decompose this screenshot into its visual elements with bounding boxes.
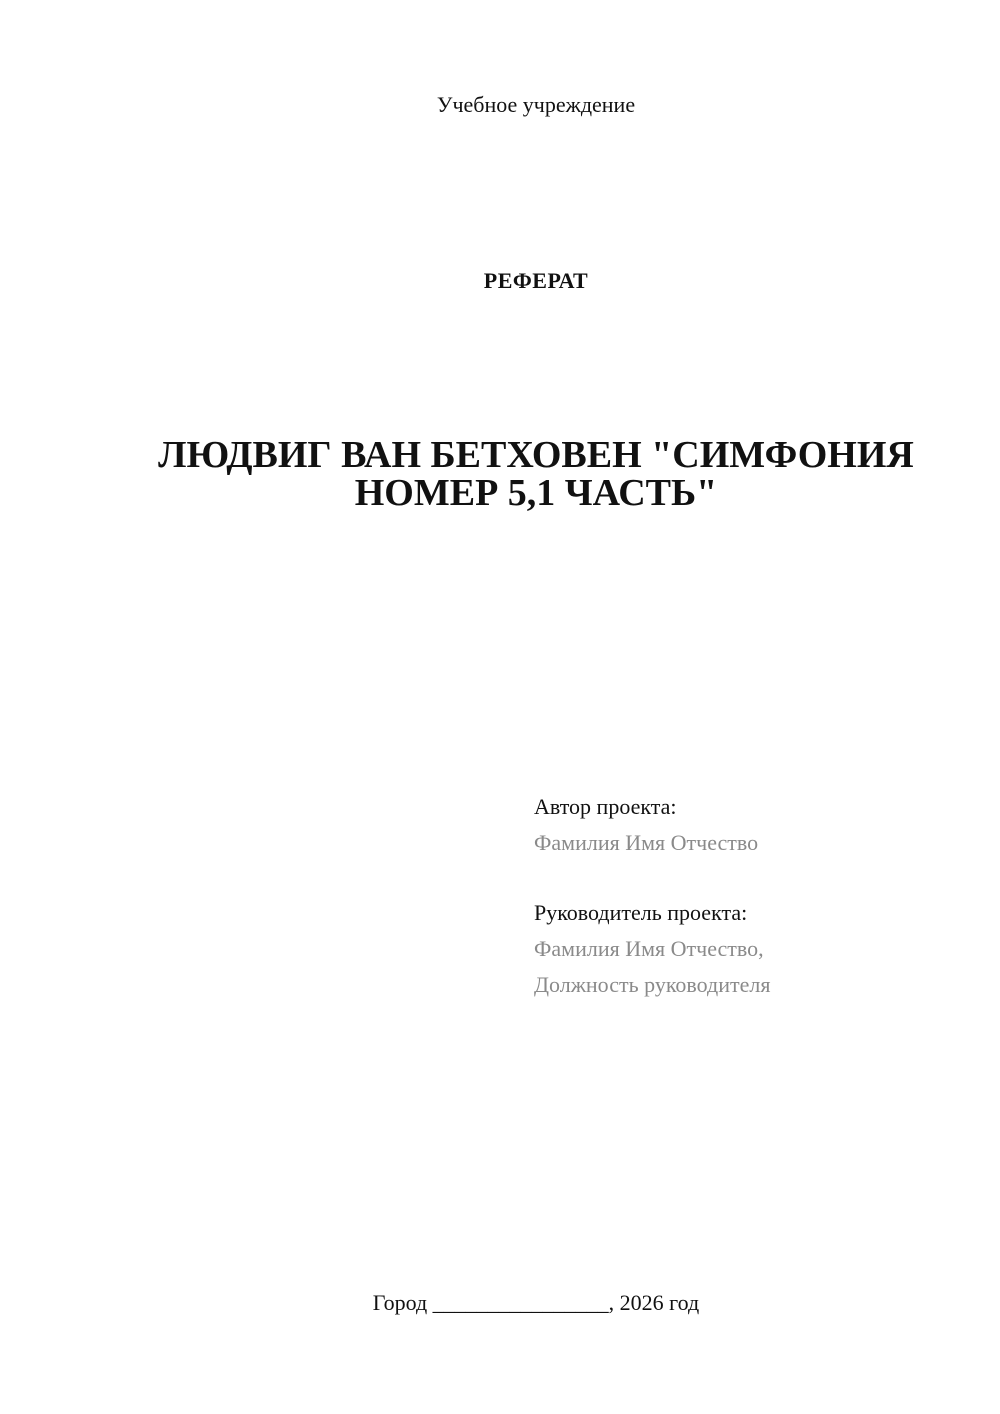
city-year-line: Город ________________, 2026 год — [372, 1290, 700, 1315]
author-name: Фамилия Имя Отчество — [534, 830, 759, 855]
institution-name: Учебное учреждение — [436, 92, 636, 117]
document-title-line-2: НОМЕР 5,1 ЧАСТЬ" — [354, 472, 718, 514]
info-spacer — [534, 861, 770, 895]
document-title — [120, 436, 952, 512]
supervisor-name: Фамилия Имя Отчество, — [534, 936, 764, 961]
author-label: Автор проекта: — [534, 794, 677, 819]
document-title-line-1: ЛЮДВИГ ВАН БЕТХОВЕН "СИМФОНИЯ — [158, 434, 914, 476]
project-info-block — [534, 789, 770, 1003]
supervisor-label: Руководитель проекта: — [534, 900, 748, 925]
document-type: РЕФЕРАТ — [483, 268, 589, 293]
supervisor-position: Должность руководителя — [534, 972, 771, 997]
